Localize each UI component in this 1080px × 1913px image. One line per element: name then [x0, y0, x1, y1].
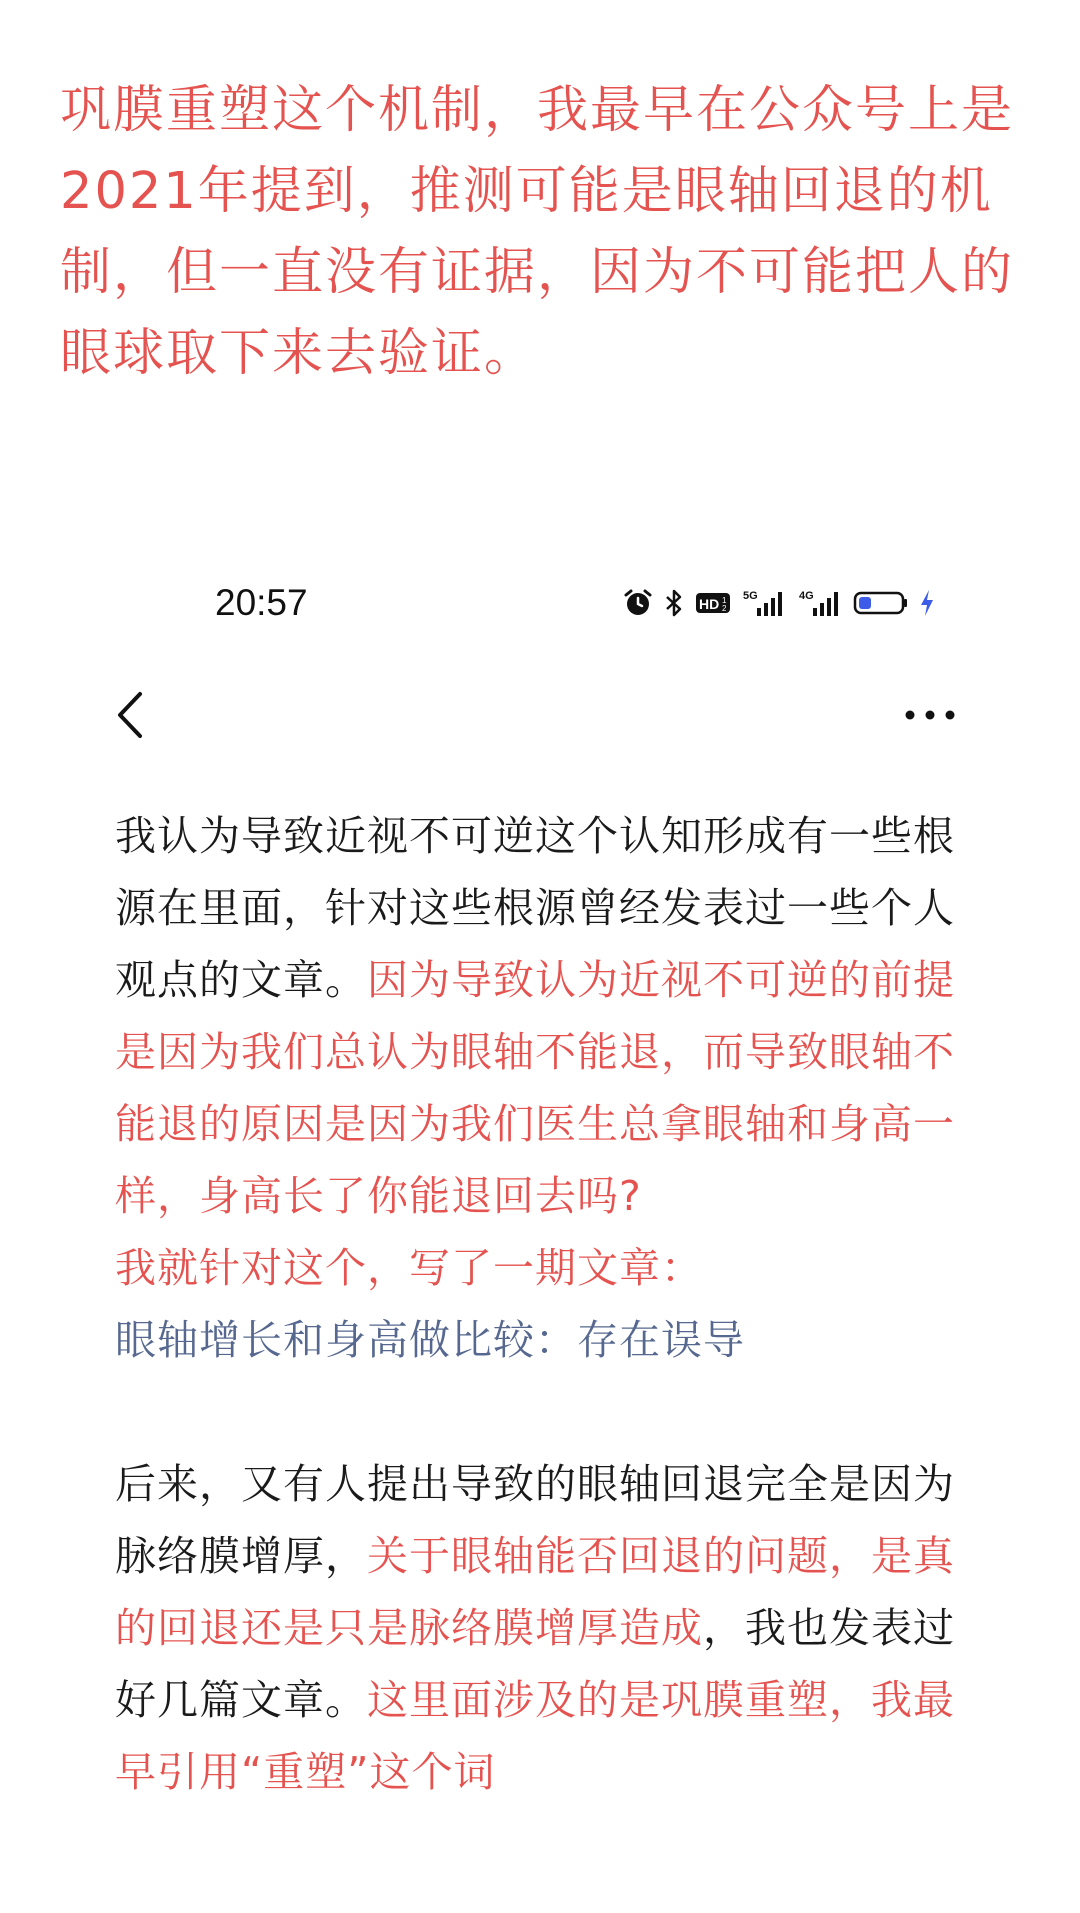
caption-text: 巩膜重塑这个机制，我最早在公众号上是2021年提到，推测可能是眼轴回退的机制，但一直没有证据，因为不可能把人的眼球取下来去验证。 [60, 81, 1015, 383]
status-icons [623, 584, 935, 622]
paragraph-3-text: 后来，又有人提出导致的眼轴回退完全是因为脉络膜增厚， [115, 1460, 955, 1580]
alarm-icon [623, 588, 653, 618]
svg-text:2: 2 [722, 604, 727, 613]
article-body [115, 800, 965, 1808]
net1-label: 5G [743, 590, 758, 602]
status-bar [215, 578, 935, 628]
hd-label: HD [699, 596, 720, 612]
nav-bar [100, 680, 960, 750]
bluetooth-icon [663, 588, 685, 618]
article-link-line [115, 1304, 965, 1376]
more-dots-icon [900, 690, 960, 740]
back-button[interactable] [108, 690, 158, 740]
paragraph-3-highlight-2: 这里面涉及的是巩膜重塑，我最早引用“重塑”这个词 [115, 1676, 955, 1796]
article-link[interactable]: 眼轴增长和身高做比较：存在误导 [115, 1316, 745, 1364]
chevron-left-icon [108, 690, 158, 740]
paragraph-3 [115, 1448, 965, 1808]
4g-signal-icon [797, 588, 843, 618]
status-time: 20:57 [215, 582, 308, 623]
paragraph-1-text: 我认为导致近视不可逆这个认知形成有一些根源在里面，针对这些根源曾经发表过一些个人观点的文章。 [115, 812, 955, 1004]
paragraph-3-highlight-1: 关于眼轴能否回退的问题，是真的回退还是只是脉络膜增厚造成 [115, 1532, 955, 1652]
paragraph-2: 我就针对这个，写了一期文章： [115, 1244, 703, 1292]
paragraph-1 [115, 800, 965, 1232]
paragraph-1-highlight: 因为导致认为近视不可逆的前提是因为我们总认为眼轴不能退，而导致眼轴不能退的原因是因为我们医生总拿眼轴和身高一样，身高长了你能退回去吗? [115, 956, 955, 1220]
net2-label: 4G [799, 590, 814, 602]
5g-signal-icon [741, 588, 787, 618]
svg-text:1: 1 [722, 596, 727, 605]
more-button[interactable] [900, 690, 960, 740]
charging-icon [919, 588, 935, 618]
hd-icon [695, 589, 731, 617]
battery-icon [853, 589, 909, 617]
paragraph-3-text-2: ，我也发表过好几篇文章。 [115, 1604, 955, 1724]
